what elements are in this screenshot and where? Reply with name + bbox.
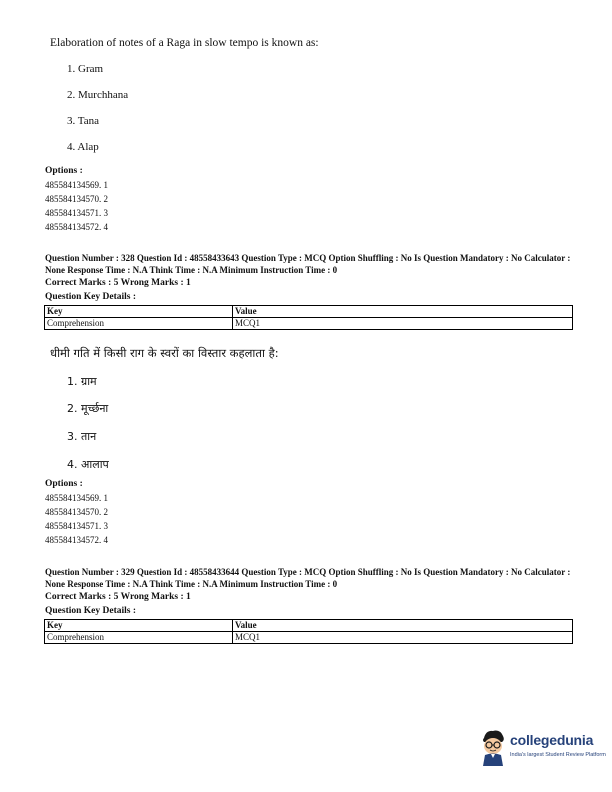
table-cell-key: Comprehension bbox=[45, 632, 233, 644]
options-label: Options : bbox=[45, 166, 83, 176]
key-value-table bbox=[44, 305, 573, 330]
marks-line: Correct Marks : 5 Wrong Marks : 1 bbox=[45, 278, 191, 288]
choice-2-hindi: 2. मूर्च्छना bbox=[67, 402, 109, 415]
key-details-label: Question Key Details : bbox=[45, 292, 137, 302]
table-cell-key: Comprehension bbox=[45, 318, 233, 330]
table-header-value: Value bbox=[233, 620, 573, 632]
question-meta: Question Number : 329 Question Id : 48558433644 Question Type : MCQ Option Shuffling : No Is Question Mandatory : No Calculator : None Response Time : N.A Think Time : N.A Minimum Instruction Time : 0 bbox=[45, 567, 571, 589]
student-mascot-icon bbox=[478, 728, 508, 768]
table-cell-value: MCQ1 bbox=[233, 632, 573, 644]
question-text-hindi: धीमी गति में किसी राग के स्वरों का विस्तार कहलाता है: bbox=[50, 346, 279, 360]
option-id-3: 485584134571. 3 bbox=[45, 521, 108, 531]
option-id-2: 485584134570. 2 bbox=[45, 194, 108, 204]
logo-tagline: India's largest Student Review Platform bbox=[510, 752, 606, 758]
key-details-label: Question Key Details : bbox=[45, 606, 137, 616]
option-id-4: 485584134572. 4 bbox=[45, 222, 108, 232]
option-id-1: 485584134569. 1 bbox=[45, 180, 108, 190]
collegedunia-logo bbox=[478, 728, 606, 772]
choice-3: 3. Tana bbox=[67, 115, 100, 127]
table-header-value: Value bbox=[233, 306, 573, 318]
question-meta: Question Number : 328 Question Id : 48558433643 Question Type : MCQ Option Shuffling : No Is Question Mandatory : No Calculator : None Response Time : N.A Think Time : N.A Minimum Instruction Time : 0 bbox=[45, 253, 571, 275]
table-header-key: Key bbox=[45, 620, 233, 632]
choice-3-hindi: 3. तान bbox=[67, 430, 97, 443]
logo-name: collegedunia bbox=[510, 732, 594, 748]
marks-line: Correct Marks : 5 Wrong Marks : 1 bbox=[45, 592, 191, 602]
table-header-key: Key bbox=[45, 306, 233, 318]
question-text: Elaboration of notes of a Raga in slow tempo is known as: bbox=[50, 37, 319, 49]
option-id-1: 485584134569. 1 bbox=[45, 493, 108, 503]
choice-4: 4. Alap bbox=[67, 141, 99, 153]
option-id-4: 485584134572. 4 bbox=[45, 535, 108, 545]
choice-1: 1. Gram bbox=[67, 63, 104, 75]
choice-4-hindi: 4. आलाप bbox=[67, 458, 109, 471]
choice-2: 2. Murchhana bbox=[67, 89, 129, 101]
option-id-2: 485584134570. 2 bbox=[45, 507, 108, 517]
options-label: Options : bbox=[45, 479, 83, 489]
choice-1-hindi: 1. ग्राम bbox=[67, 375, 97, 388]
key-value-table bbox=[44, 619, 573, 644]
table-cell-value: MCQ1 bbox=[233, 318, 573, 330]
option-id-3: 485584134571. 3 bbox=[45, 208, 108, 218]
